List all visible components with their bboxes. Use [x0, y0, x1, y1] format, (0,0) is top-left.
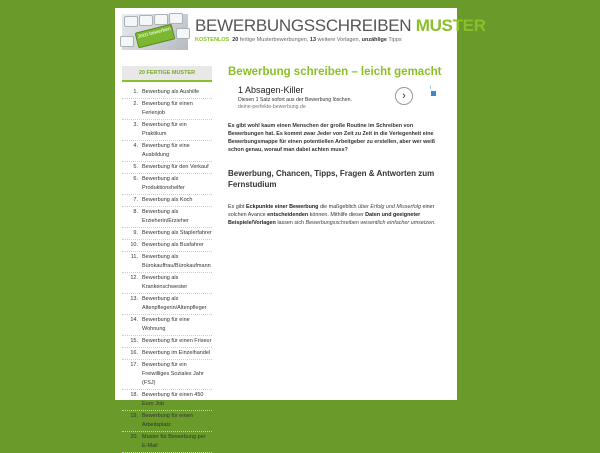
sidebar-link-item[interactable]	[122, 315, 212, 336]
sidebar-item-label[interactable]: Bewerbung als Busfahrer	[142, 242, 204, 248]
section-heading: Bewerbung, Chancen, Tipps, Fragen & Antworten zum Fernstudium	[228, 169, 435, 189]
ad-text[interactable]: Diesen 1 Satz sofort aus der Bewerbung löschen.	[238, 97, 352, 103]
sidebar-item-label[interactable]: Bewerbung für einen 450 Euro Job	[142, 392, 204, 407]
site-header	[122, 14, 486, 58]
sidebar-item-label[interactable]: Bewerbung als Koch	[142, 197, 193, 203]
sidebar-link-item[interactable]	[122, 411, 212, 432]
sidebar-item-number: 13.	[130, 296, 138, 302]
sidebar-item-number: 11.	[130, 254, 138, 260]
sidebar-link-item[interactable]	[122, 207, 212, 228]
page-title: Bewerbung schreiben – leicht gemacht	[228, 66, 442, 78]
sidebar-link-item[interactable]	[122, 162, 212, 174]
sidebar-link-item[interactable]	[122, 432, 212, 453]
sidebar-link-item[interactable]	[122, 294, 212, 315]
sidebar-item-number: 3.	[133, 122, 138, 128]
sidebar-item-label[interactable]: Bewerbung für einen Ferienjob	[142, 101, 193, 116]
sidebar-item-label[interactable]: Bewerbung als Produktionshelfer	[142, 176, 185, 191]
sidebar-item-number: 1.	[133, 89, 138, 95]
sidebar-item-number: 12.	[130, 275, 138, 281]
intro-paragraph: Es gibt wohl kaum einen Menschen der große Routine im Schreiben von Bewerbungen hat. Es kommt zwar Jeder von Zeit zu Zeit in die Verlegenheit eine Bewerbungsmappe für einen potentiellen Arbeitgeber zu erstellen, aber wer weiß schon genau, worauf man dabei achten muss?	[228, 123, 436, 153]
sidebar	[122, 66, 212, 453]
sidebar-item-label[interactable]: Bewerbung als Altenpflegerin/Altenpfleger	[142, 296, 207, 311]
sidebar-heading: 20 FERTIGE MUSTER	[122, 66, 212, 82]
ad-banner[interactable]	[228, 85, 436, 112]
sidebar-item-number: 16.	[130, 350, 138, 356]
sidebar-link-item[interactable]	[122, 228, 212, 240]
sidebar-item-label[interactable]: Bewerbung für eine Ausbildung	[142, 143, 190, 158]
sidebar-item-number: 7.	[133, 197, 138, 203]
ad-title[interactable]: 1 Absagen-Killer	[238, 85, 304, 95]
sidebar-item-number: 5.	[133, 164, 138, 170]
sidebar-item-label[interactable]: Bewerbung als Staplerfahrer	[142, 230, 212, 236]
page-container	[115, 8, 486, 449]
sidebar-item-label[interactable]: Muster für Bewerbung per E-Mail	[142, 434, 206, 449]
sidebar-item-number: 18.	[130, 392, 138, 398]
sidebar-link-item[interactable]	[122, 195, 212, 207]
sidebar-item-label[interactable]: Bewerbung für ein Praktikum	[142, 122, 187, 137]
sidebar-link-item[interactable]	[122, 141, 212, 162]
sidebar-link-item[interactable]	[122, 99, 212, 120]
sidebar-item-number: 17.	[130, 362, 138, 368]
sidebar-link-item[interactable]	[122, 360, 212, 390]
sidebar-item-number: 4.	[133, 143, 138, 149]
sidebar-item-number: 8.	[133, 209, 138, 215]
sidebar-item-label[interactable]: Bewerbung als Aushilfe	[142, 89, 200, 95]
sidebar-item-number: 2.	[133, 101, 138, 107]
sidebar-item-number: 10.	[130, 242, 138, 248]
sidebar-link-item[interactable]	[122, 273, 212, 294]
sidebar-link-item[interactable]	[122, 348, 212, 360]
sidebar-item-label[interactable]: Bewerbung für einen Arbeitsplatz	[142, 413, 193, 428]
sidebar-link-item[interactable]	[122, 87, 212, 99]
sidebar-link-item[interactable]	[122, 390, 212, 411]
sidebar-list	[122, 87, 212, 453]
sidebar-item-number: 9.	[133, 230, 138, 236]
site-logo-title[interactable]: BEWERBUNGSSCHREIBEN MUSTER	[195, 16, 486, 35]
keyboard-logo-image[interactable]	[122, 14, 188, 50]
sidebar-item-label[interactable]: Bewerbung für den Verkauf	[142, 164, 209, 170]
main-content	[228, 66, 448, 227]
sidebar-item-number: 19.	[130, 413, 138, 419]
sidebar-link-item[interactable]	[122, 174, 212, 195]
sidebar-item-number: 15.	[130, 338, 138, 344]
sidebar-item-label[interactable]: Bewerbung als Bürokauffrau/Bürokaufmann	[142, 254, 211, 269]
sidebar-link-item[interactable]	[122, 336, 212, 348]
sidebar-item-label[interactable]: Bewerbung als Erzieherin/Erzieher	[142, 209, 189, 224]
ad-url[interactable]: deine-perfekte-bewerbung.de	[238, 104, 306, 110]
sidebar-item-label[interactable]: Bewerbung als Krankenschwester	[142, 275, 188, 290]
sidebar-link-item[interactable]	[122, 240, 212, 252]
sidebar-link-item[interactable]	[122, 252, 212, 273]
sidebar-item-number: 20.	[130, 434, 138, 440]
sidebar-link-item[interactable]	[122, 120, 212, 141]
sidebar-item-label[interactable]: Bewerbung für ein Freiwilliges Soziales Jahr (FSJ)	[142, 362, 204, 386]
chevron-right-icon[interactable]: ›	[395, 87, 413, 105]
sidebar-item-label[interactable]: Bewerbung im Einzelhandel	[142, 350, 211, 356]
body-paragraph: Es gibt Eckpunkte einer Bewerbung die maßgeblich über Erfolg und Misserfolg einer solchen Avance entscheidenden können. Mithilfe dieser Daten und geeigneter Beispiele/Vorlagen lassen sich Bewerbungsschreiben wesentlich einfacher umsetzen.	[228, 204, 436, 226]
sidebar-item-label[interactable]: Bewerbung für einen Friseur	[142, 338, 212, 344]
sidebar-item-number: 6.	[133, 176, 138, 182]
sidebar-item-number: 14.	[130, 317, 138, 323]
sidebar-item-label[interactable]: Bewerbung für eine Wohnung	[142, 317, 190, 332]
ad-info-icon[interactable]: i	[430, 85, 436, 98]
site-tagline: KOSTENLOS 20 fertige Musterbewerbungen, 13 weitere Vorlagen, unzählige Tipps	[195, 37, 402, 43]
jetzt-bewerben-key: Jetzt bewerben	[135, 24, 176, 49]
